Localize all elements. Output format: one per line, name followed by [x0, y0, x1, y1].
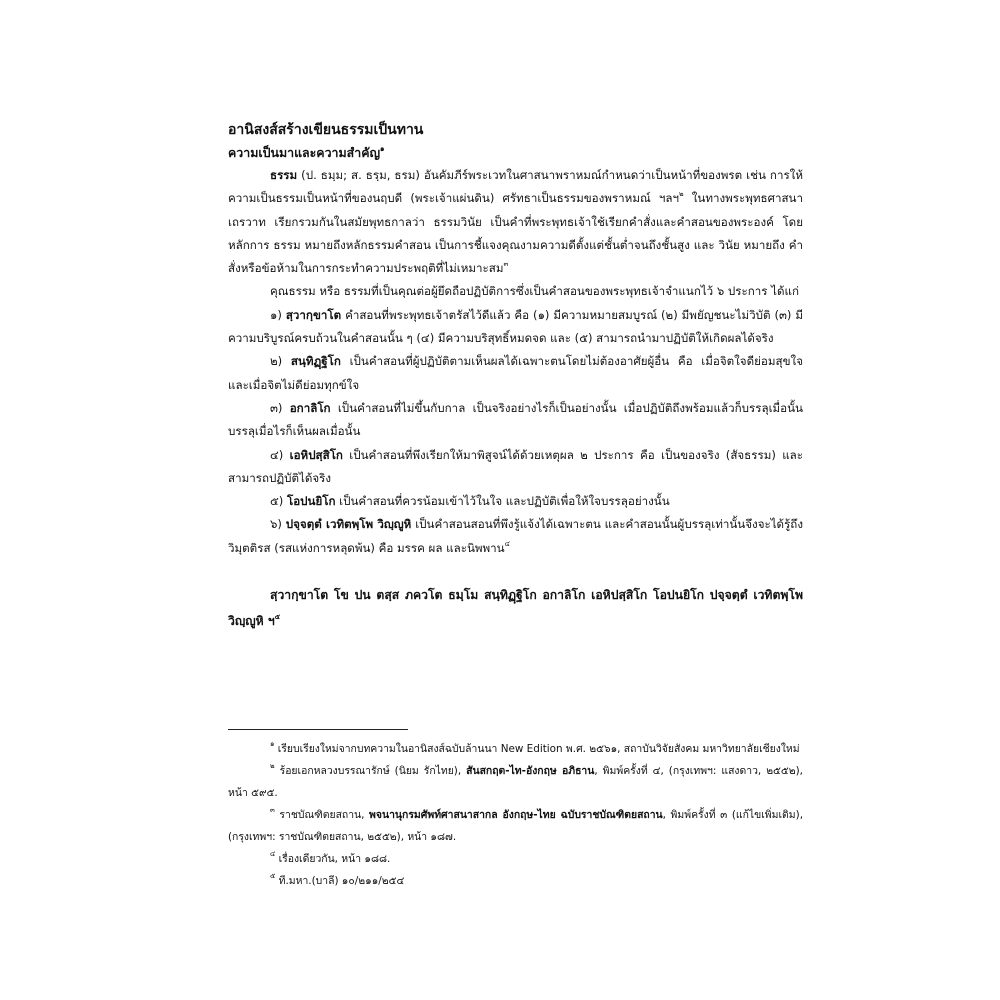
quality-description: เป็นคำสอนที่ผู้ปฏิบัติตามเห็นผลได้เฉพาะตนโดยไม่ต้องอาศัยผู้อื่น คือ เมื่อจิตใจดีย่อมสุขใจ และเมื่อจิตไม่ดีย่อมทุกข์ใจ	[228, 354, 803, 392]
page-title: อานิสงส์สร้างเขียนธรรมเป็นทาน	[228, 122, 424, 138]
quality-item	[228, 397, 803, 444]
section-heading-text: ความเป็นมาและความสำคัญ	[228, 145, 381, 160]
footnote-text: เรื่องเดียวกัน, หน้า ๑๘๘.	[275, 853, 391, 865]
quality-item	[228, 350, 803, 397]
footnote-mark: ๓	[270, 806, 275, 814]
intro-term: ธรรม	[270, 168, 298, 182]
document-body	[228, 118, 803, 634]
footnote	[228, 804, 803, 848]
quality-term: สนฺทิฏฺฐิโก	[290, 354, 341, 369]
footnote-text: พจนานุกรมศัพท์ศาสนาสากล อังกฤษ-ไทย ฉบับราชบัณฑิตยสถาน	[369, 809, 663, 821]
quality-term: โอปนยิโก	[286, 494, 336, 509]
footnote-text: ร้อยเอกหลวงบรรณารักษ์ (นิยม รักไทย),	[274, 765, 467, 777]
footnote-text: ที.มหา.(บาลี) ๑๐/๒๑๑/๒๕๔	[275, 875, 405, 887]
footnote-text: , พิมพ์ครั้งที่ ๓ (แก้ไขเพิ่มเติม), (กรุงเทพฯ: ราชบัณฑิตยสถาน, ๒๕๕๒), หน้า ๑๘๗.	[228, 809, 803, 843]
quality-number: ๔)	[270, 447, 290, 462]
quality-number: ๑)	[270, 307, 286, 322]
intro-text-2: ในทางพระพุทธศาสนาเถรวาท เรียกรวมกันในสมัยพุทธกาลว่า ธรรมวินัย เป็นคำที่พระพุทธเจ้าใช้เรียกคำสั่งและคำสอนของพระองค์ โดยหลักการ ธรรม หมายถึงหลักธรรมคำสอน เป็นการชี้แจงคุณงามความดีตั้งแต่ชั้นต่ำจนถึงชั้นสูง และ วินัย หมายถึง คำสั่งหรือข้อห้ามในการกระทำความประพฤติที่ไม่เหมาะสม	[228, 191, 803, 276]
pali-verse	[228, 582, 803, 634]
footnote-mark: ๕	[270, 872, 276, 880]
quality-term: สฺวากฺขาโต	[285, 307, 342, 322]
footnote-text: เรียบเรียงใหม่จากบทความในอานิสงส์ฉบับล้านนา New Edition พ.ศ. ๒๕๖๑, สถาบันวิจัยสังคม มหาวิทยาลัยเชียงใหม่	[274, 743, 800, 755]
quality-item	[228, 304, 803, 351]
intro-paragraph	[228, 164, 803, 280]
section-heading	[228, 142, 803, 164]
footnote-ref-5: ๕	[274, 613, 281, 622]
quality-number: ๕)	[270, 494, 287, 509]
quality-description: เป็นคำสอนที่พึงเรียกให้มาพิสูจน์ได้ด้วยเหตุผล ๒ ประการ คือ เป็นของจริง (สัจธรรม) และสามารถปฏิบัติได้จริง	[228, 447, 803, 485]
quality-number: ๒)	[270, 354, 291, 369]
footnote	[228, 870, 803, 892]
footnote	[228, 760, 803, 804]
intro-text-1: (ป. ธมฺม; ส. ธรฺม, ธรม) อันคัมภีร์พระเวทในศาสนาพราหมณ์กำหนดว่าเป็นหน้าที่ของพรต เช่น การให้ความเป็นธรรมเป็นหน้าที่ของนฤบดี (พระเจ้าแผ่นดิน) ศรัทธาเป็นธรรมของพราหมณ์ ฯลฯ	[228, 168, 803, 206]
quality-description: เป็นคำสอนที่ไม่ขึ้นกับกาล เป็นจริงอย่างไรก็เป็นอย่างนั้น เมื่อปฏิบัติถึงพร้อมแล้วก็บรรลุเมื่อนั้น บรรลุเมื่อไรก็เห็นผลเมื่อนั้น	[228, 400, 803, 439]
quality-number: ๖)	[270, 517, 286, 532]
footnote	[228, 738, 803, 760]
footnote-text: ราชบัณฑิตยสถาน,	[274, 809, 370, 821]
quality-number: ๓)	[270, 400, 290, 415]
footnotes	[228, 738, 803, 892]
footnote-mark: ๑	[270, 740, 275, 748]
quality-item	[228, 513, 803, 560]
footnote-text: , พิมพ์ครั้งที่ ๔, (กรุงเทพฯ: แสงดาว, ๒๕๕๒), หน้า ๕๙๕.	[228, 765, 803, 799]
footnote-ref-4: ๔	[504, 539, 510, 548]
quality-item	[228, 490, 803, 513]
pali-verse-text: สฺวากฺขาโต โข ปน ตสฺส ภควโต ธมฺโม สนฺทิฏฺฐิโก อกาลิโก เอหิปสฺสิโก โอปนยิโก ปจฺจตฺตํ เวทิตพฺโพ วิญฺญูหิ ฯ	[228, 588, 803, 629]
quality-term: ปจฺจตฺตํ เวทิตพฺโพ วิญฺญูหิ	[285, 517, 412, 532]
footnote-ref-1: ๑	[380, 145, 385, 153]
footnote-ref-3: ๓	[503, 260, 509, 269]
quality-description: เป็นคำสอนสอนที่พึงรู้แจ้งได้เฉพาะตน และคำสอนนั้นผู้บรรลุเท่านั้นจึงจะได้รู้ถึง วิมุตติรส (รสแห่งการหลุดพ้น) คือ มรรค ผล และนิพพาน	[228, 517, 803, 555]
qualities-list	[228, 304, 803, 560]
quality-description: เป็นคำสอนที่ควรน้อมเข้าไว้ในใจ และปฏิบัติเพื่อให้ใจบรรลุอย่างนั้น	[335, 494, 670, 509]
footnote-ref-2: ๒	[678, 190, 684, 199]
quality-description: คำสอนที่พระพุทธเจ้าตรัสไว้ดีแล้ว คือ (๑) มีความหมายสมบูรณ์ (๒) มีพยัญชนะไม่วิบัติ (๓) มีความบริบูรณ์ครบถ้วนในคำสอนนั้น ๆ (๔) มีความบริสุทธิ์หมดจด และ (๕) สามารถนำมาปฏิบัติให้เกิดผลได้จริง	[228, 307, 803, 346]
quality-item	[228, 444, 803, 491]
footnote	[228, 848, 803, 870]
footnote-text: สันสกฤต-ไท-อังกฤษ อภิธาน	[466, 765, 595, 777]
quality-term: เอหิปสฺสิโก	[289, 447, 343, 462]
quality-term: อกาลิโก	[289, 400, 331, 415]
footnote-mark: ๒	[270, 762, 275, 770]
footnote-divider	[228, 729, 408, 730]
qualities-intro: คุณธรรม หรือ ธรรมที่เป็นคุณต่อผู้ยึดถือปฏิบัติการซึ่งเป็นคำสอนของพระพุทธเจ้าจำแนกไว้ ๖ ประการ ได้แก่	[270, 284, 800, 299]
footnote-mark: ๔	[270, 850, 276, 858]
